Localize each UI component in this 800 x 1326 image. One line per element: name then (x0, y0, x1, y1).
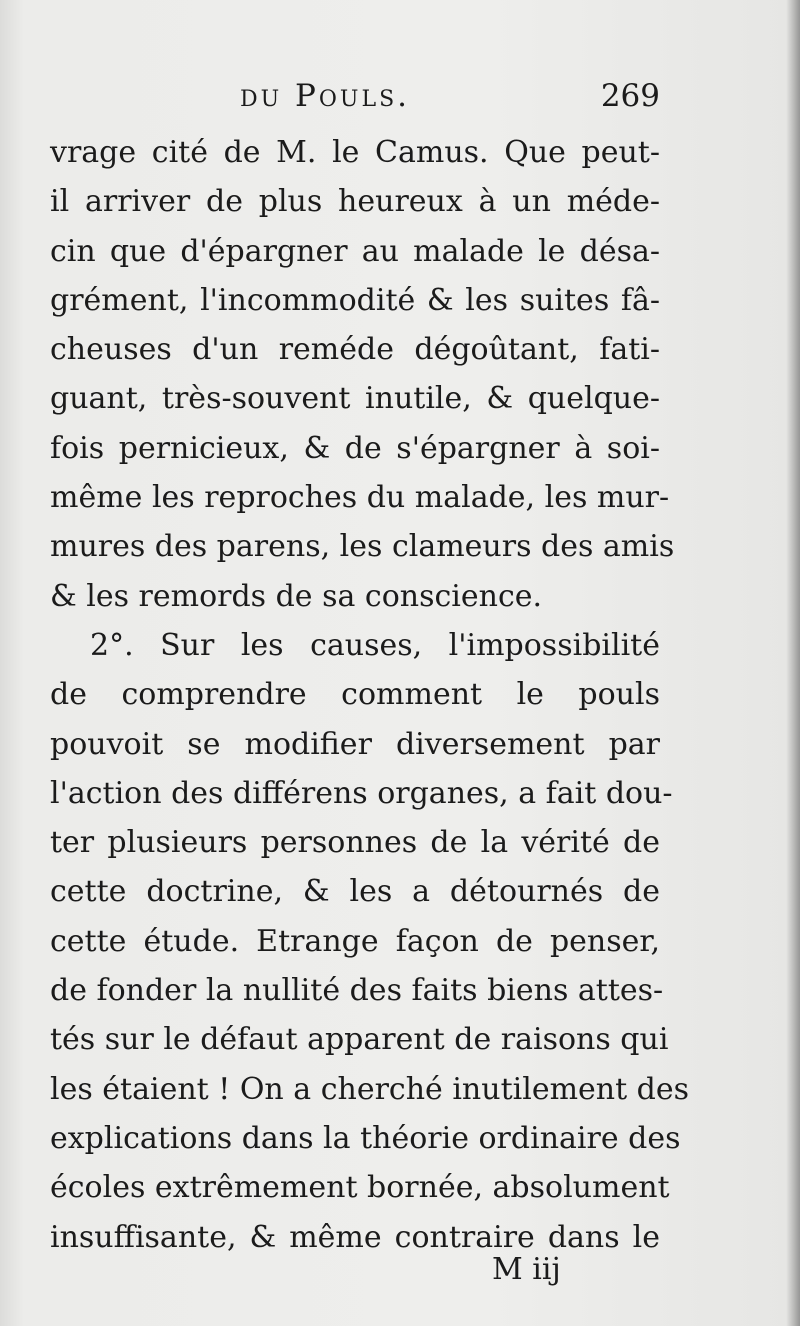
text-line: pouvoit se modifier diversement par (50, 726, 660, 762)
text-line: grément, l'incommodité & les suites fâ- (50, 282, 660, 318)
text-line: de fonder la nullité des faits biens attes- (50, 973, 664, 1009)
text-line: insuffisante, & même contraire dans le (50, 1219, 660, 1255)
text-line: cin que d'épargner au malade le désa- (50, 233, 660, 269)
text-line: explications dans la théorie ordinaire des (50, 1120, 681, 1156)
text-line: fois pernicieux, & de s'épargner à soi- (50, 430, 660, 466)
text-line: & les remords de sa conscience. (50, 578, 543, 614)
text-line: vrage cité de M. le Camus. Que peut- (50, 135, 660, 170)
text-line: guant, très-souvent inutile, & quelque- (50, 381, 660, 417)
text-line: cheuses d'un reméde dégoûtant, fati- (50, 332, 660, 368)
text-line: l'action des différens organes, a fait dou- (50, 775, 673, 811)
body-text (50, 128, 690, 1262)
page-header (50, 78, 660, 122)
text-line: les étaient ! On a cherché inutilement des (50, 1071, 690, 1107)
text-line: écoles extrêmement bornée, absolument (50, 1170, 670, 1206)
text-line: cette doctrine, & les a détournés de (50, 874, 660, 910)
signature-mark: M iij (492, 1252, 561, 1287)
text-line: de comprendre comment le pouls (50, 677, 660, 713)
page-edge-shadow (786, 0, 800, 1326)
page-number: 269 (600, 78, 660, 114)
text-line: même les reproches du malade, les mur- (50, 480, 670, 516)
text-line: ter plusieurs personnes de la vérité de (50, 825, 660, 861)
text-line: cette étude. Etrange façon de penser, (50, 923, 660, 959)
paragraph-start-line: 2°. Sur les causes, l'impossibilité (90, 627, 660, 663)
text-line: tés sur le défaut apparent de raisons qui (50, 1022, 669, 1058)
text-line: il arriver de plus heureux à un méde- (50, 184, 660, 220)
running-title: du Pouls. (240, 78, 411, 114)
text-line: mures des parens, les clameurs des amis (50, 529, 675, 565)
